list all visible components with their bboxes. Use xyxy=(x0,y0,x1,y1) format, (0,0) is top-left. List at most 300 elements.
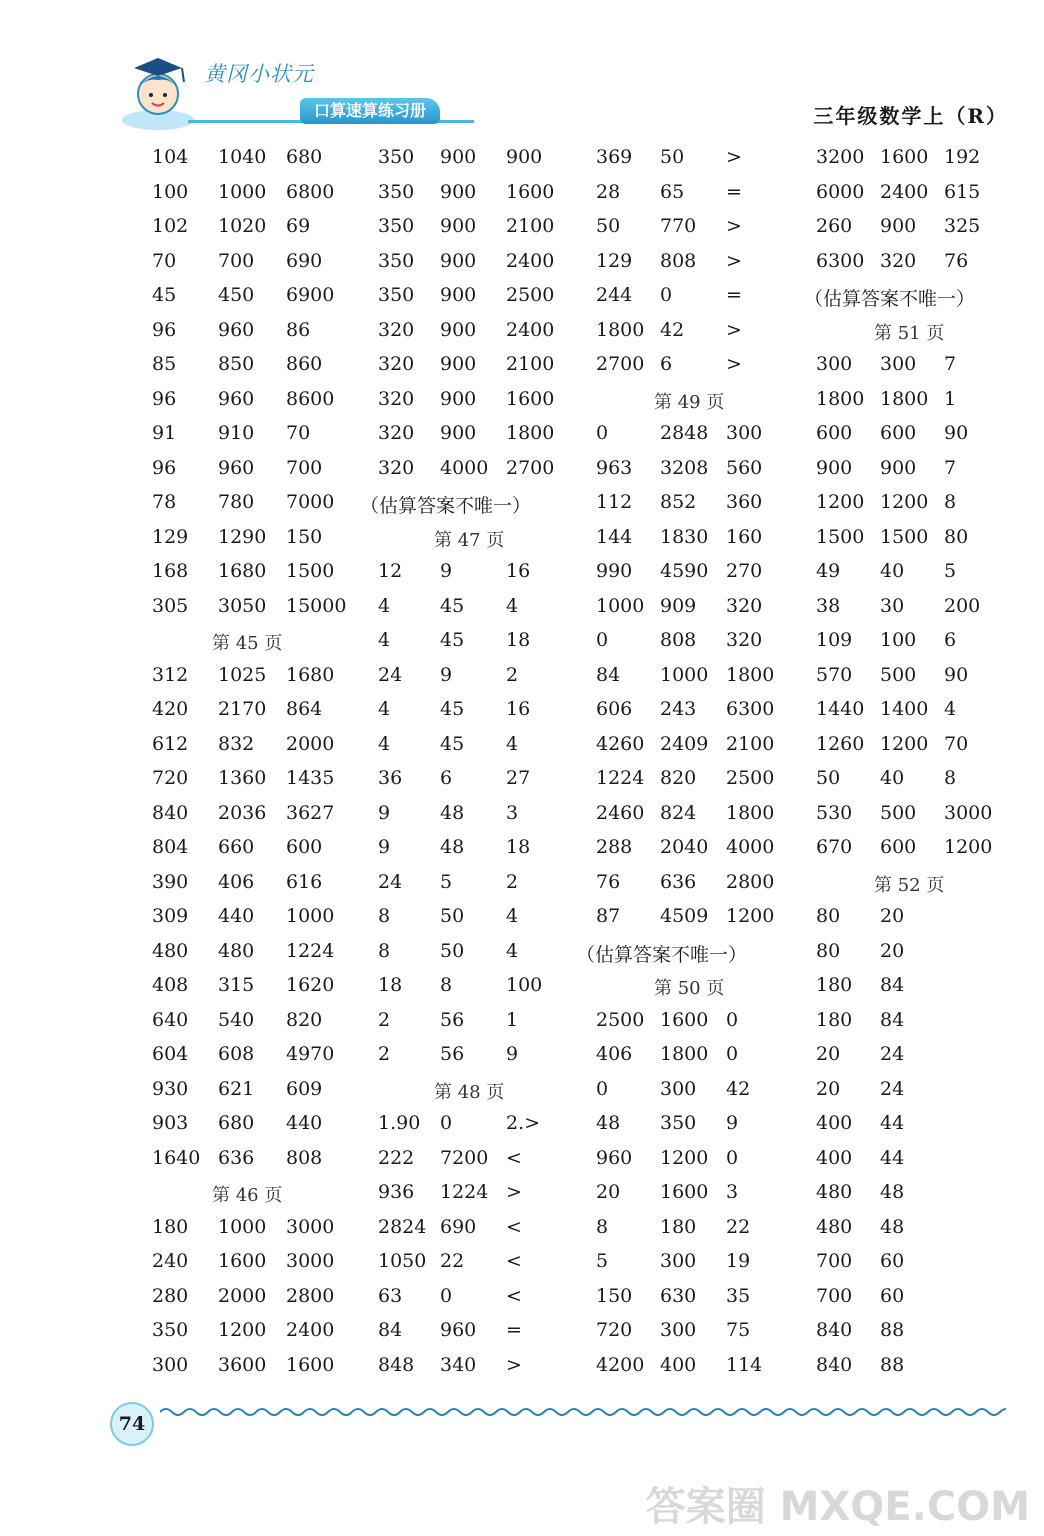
answer-row xyxy=(378,968,578,1002)
answer-cell: 309 xyxy=(152,905,189,927)
answer-cell: 320 xyxy=(378,353,415,375)
answer-cell: 480 xyxy=(816,1215,853,1238)
answer-row xyxy=(378,1037,578,1071)
answer-row xyxy=(378,623,578,657)
answer-cell: 960 xyxy=(218,387,255,410)
answer-row xyxy=(596,727,796,761)
answer-cell: 20 xyxy=(816,1077,841,1100)
answer-cell: 1 xyxy=(944,387,957,410)
answer-cell: 168 xyxy=(152,560,189,582)
answer-cell: 1500 xyxy=(286,560,335,582)
answer-cell: 48 xyxy=(880,1215,905,1238)
answer-cell: 850 xyxy=(218,353,255,375)
answer-cell: 2800 xyxy=(726,870,775,893)
answer-cell: 50 xyxy=(660,146,685,168)
answer-cell: 7 xyxy=(944,456,957,479)
answer-cell: 600 xyxy=(816,422,853,444)
answer-cell: 900 xyxy=(440,215,477,237)
answer-row xyxy=(816,554,1016,588)
answer-row xyxy=(378,347,578,381)
answer-cell: 350 xyxy=(378,284,415,306)
answer-row xyxy=(152,1106,352,1140)
answer-cell: 400 xyxy=(660,1353,697,1376)
answer-cell: 129 xyxy=(596,249,633,272)
answer-cell: 1290 xyxy=(218,525,267,548)
answer-cell: 40 xyxy=(880,767,905,789)
answer-row xyxy=(378,313,578,347)
answer-row xyxy=(596,416,796,450)
answer-row xyxy=(152,761,352,795)
answer-cell: 20 xyxy=(596,1181,621,1203)
answer-cell: 1435 xyxy=(286,767,335,789)
answer-cell: 70 xyxy=(152,249,177,272)
answer-cell: 1 xyxy=(506,1008,519,1031)
answer-cell: > xyxy=(726,249,742,272)
answer-cell: 84 xyxy=(880,974,905,996)
answer-cell: 200 xyxy=(944,594,981,617)
answer-cell: 480 xyxy=(816,1181,853,1203)
answer-cell: 45 xyxy=(152,284,177,306)
answer-row xyxy=(596,623,796,657)
answer-cell: 900 xyxy=(440,249,477,272)
answer-cell: 1440 xyxy=(816,698,865,720)
answer-cell: 50 xyxy=(440,905,465,927)
answer-cell: 606 xyxy=(596,698,633,720)
answer-cell: 900 xyxy=(440,146,477,168)
answer-cell: 1800 xyxy=(596,318,645,341)
answer-cell: 1600 xyxy=(506,387,555,410)
answer-cell: 30 xyxy=(880,594,905,617)
answer-cell: 480 xyxy=(152,939,189,962)
answer-cell: 320 xyxy=(378,318,415,341)
answer-row xyxy=(596,520,796,554)
answer-cell: 1500 xyxy=(880,525,929,548)
answer-cell: 660 xyxy=(218,836,255,858)
answer-cell: 840 xyxy=(816,1353,853,1376)
answer-cell: 80 xyxy=(816,905,841,927)
answer-cell: 20 xyxy=(816,1043,841,1065)
answer-row xyxy=(816,1003,1016,1037)
answer-cell: 75 xyxy=(726,1319,751,1341)
answer-cell: 1000 xyxy=(218,180,267,203)
answer-cell: 50 xyxy=(596,215,621,237)
answer-cell: 1800 xyxy=(726,801,775,824)
estimate-note: （估算答案不唯一） xyxy=(804,288,976,310)
answer-cell: 38 xyxy=(816,594,841,617)
answer-cell: 88 xyxy=(880,1353,905,1376)
answer-cell: < xyxy=(506,1215,522,1238)
answer-cell: 312 xyxy=(152,663,189,686)
answer-cell: 40 xyxy=(880,560,905,582)
answer-cell: 990 xyxy=(596,560,633,582)
answer-cell: 7000 xyxy=(286,491,335,513)
answer-cell: 6300 xyxy=(726,698,775,720)
answer-cell: 9 xyxy=(378,801,391,824)
answer-row xyxy=(816,175,1016,209)
answer-cell: 0 xyxy=(596,1077,609,1100)
answer-cell: 1360 xyxy=(218,767,267,789)
answer-cell: 0 xyxy=(440,1112,453,1134)
answer-cell: 320 xyxy=(378,387,415,410)
answer-row xyxy=(816,1348,1016,1382)
answer-cell: 96 xyxy=(152,387,177,410)
answer-cell: 114 xyxy=(726,1353,763,1376)
answer-cell: 300 xyxy=(152,1353,189,1376)
answer-cell: 500 xyxy=(880,801,917,824)
answer-cell: 864 xyxy=(286,698,323,720)
book-title: 口算速算练习册 xyxy=(300,98,440,124)
answer-cell: 300 xyxy=(660,1319,697,1341)
answer-cell: 22 xyxy=(440,1250,465,1272)
answer-row xyxy=(596,1244,796,1278)
answer-row xyxy=(378,830,578,864)
answer-cell: 5 xyxy=(944,560,957,582)
answer-cell: 60 xyxy=(880,1284,905,1307)
answer-cell: 963 xyxy=(596,456,633,479)
page-number: 74 xyxy=(110,1402,154,1446)
answer-row xyxy=(816,761,1016,795)
answer-cell: 45 xyxy=(440,594,465,617)
answer-cell: 88 xyxy=(880,1319,905,1341)
answer-row xyxy=(596,1175,796,1209)
answer-cell: 4509 xyxy=(660,905,709,927)
answer-cell: 900 xyxy=(440,353,477,375)
answer-cell: 1224 xyxy=(440,1181,489,1203)
answer-cell: 1800 xyxy=(660,1043,709,1065)
answer-cell: 2400 xyxy=(506,249,555,272)
answer-cell: 1800 xyxy=(880,387,929,410)
answer-cell: 78 xyxy=(152,491,177,513)
watermark: 答案圈 MXQE.COM xyxy=(645,1484,1030,1530)
answer-cell: 320 xyxy=(378,422,415,444)
answer-row xyxy=(152,1141,352,1175)
answer-cell: 2400 xyxy=(506,318,555,341)
answer-cell: 1620 xyxy=(286,974,335,996)
answer-row xyxy=(596,451,796,485)
answer-cell: 300 xyxy=(660,1250,697,1272)
answer-cell: 1600 xyxy=(286,1353,335,1376)
answer-row xyxy=(378,1003,578,1037)
answer-cell: 804 xyxy=(152,836,189,858)
answer-cell: 1800 xyxy=(506,422,555,444)
answer-cell: 2000 xyxy=(218,1284,267,1307)
answer-cell: 24 xyxy=(378,663,403,686)
answer-cell: 690 xyxy=(440,1215,477,1238)
answer-cell: 6800 xyxy=(286,180,335,203)
answer-cell: 560 xyxy=(726,456,763,479)
answer-cell: 16 xyxy=(506,560,531,582)
answer-cell: 350 xyxy=(660,1112,697,1134)
answer-cell: 832 xyxy=(218,732,255,755)
answer-cell: 76 xyxy=(944,249,969,272)
answer-row xyxy=(816,520,1016,554)
answer-cell: 2409 xyxy=(660,732,709,755)
mascot-boy-icon xyxy=(118,50,198,132)
answer-row xyxy=(816,1313,1016,1347)
answer-cell: 840 xyxy=(152,801,189,824)
answer-cell: 85 xyxy=(152,353,177,375)
section-page-label: 第 46 页 xyxy=(212,1185,283,1206)
answer-row xyxy=(378,244,578,278)
answer-row xyxy=(596,1313,796,1347)
answer-cell: 450 xyxy=(218,284,255,306)
answer-row xyxy=(596,485,796,519)
answer-cell: = xyxy=(726,284,742,306)
answer-cell: 400 xyxy=(816,1146,853,1169)
answer-row xyxy=(378,416,578,450)
answer-cell: 1260 xyxy=(816,732,865,755)
answer-row xyxy=(152,589,352,623)
answer-cell: < xyxy=(506,1284,522,1307)
answer-cell: 350 xyxy=(152,1319,189,1341)
answer-cell: 808 xyxy=(660,249,697,272)
section-page-label: 第 48 页 xyxy=(434,1081,505,1103)
answer-row xyxy=(152,658,352,692)
answer-cell: 2036 xyxy=(218,801,267,824)
answer-row xyxy=(378,761,578,795)
answer-cell: 0 xyxy=(726,1146,739,1169)
answer-cell: 4260 xyxy=(596,732,645,755)
answer-cell: 900 xyxy=(816,456,853,479)
answer-cell: 0 xyxy=(440,1284,453,1307)
answer-row xyxy=(596,1141,796,1175)
answer-row xyxy=(152,1348,352,1382)
answer-row xyxy=(596,761,796,795)
answer-cell: 720 xyxy=(596,1319,633,1341)
answer-cell: > xyxy=(726,215,742,237)
answer-cell: 325 xyxy=(944,215,981,237)
answer-cell: 0 xyxy=(660,284,673,306)
answer-cell: 440 xyxy=(286,1112,323,1134)
answer-cell: 3 xyxy=(726,1181,739,1203)
answer-cell: 350 xyxy=(378,249,415,272)
answer-row xyxy=(816,140,1016,174)
answer-cell: 100 xyxy=(152,180,189,203)
answer-cell: 9 xyxy=(726,1112,739,1134)
answer-cell: 4 xyxy=(944,698,957,720)
answer-cell: 6 xyxy=(440,767,453,789)
answer-cell: 1640 xyxy=(152,1146,201,1169)
answer-row xyxy=(596,1072,796,1106)
answer-cell: 1680 xyxy=(218,560,267,582)
answer-cell: 900 xyxy=(880,456,917,479)
answer-cell: 180 xyxy=(816,1008,853,1031)
answer-cell: 7 xyxy=(944,353,957,375)
answer-row xyxy=(152,1072,352,1106)
answer-cell: 48 xyxy=(596,1112,621,1134)
answer-cell: 1224 xyxy=(596,767,645,789)
answer-cell: 530 xyxy=(816,801,853,824)
answer-row xyxy=(152,416,352,450)
answer-cell: 621 xyxy=(218,1077,255,1100)
answer-cell: 440 xyxy=(218,905,255,927)
answer-cell: 903 xyxy=(152,1112,189,1134)
answer-row xyxy=(378,1348,578,1382)
answer-cell: 8 xyxy=(944,767,957,789)
answer-cell: 84 xyxy=(596,663,621,686)
answer-cell: 65 xyxy=(660,180,685,203)
answer-cell: 102 xyxy=(152,215,189,237)
answer-cell: 18 xyxy=(506,836,531,858)
answer-cell: 360 xyxy=(726,491,763,513)
answer-row xyxy=(378,1279,578,1313)
answer-row xyxy=(816,416,1016,450)
answer-cell: 4 xyxy=(506,732,519,755)
answer-cell: 50 xyxy=(816,767,841,789)
answer-cell: 1600 xyxy=(660,1008,709,1031)
estimate-note: （估算答案不唯一） xyxy=(360,495,532,517)
answer-row xyxy=(596,830,796,864)
answer-row xyxy=(816,1072,1016,1106)
answer-row xyxy=(152,727,352,761)
answer-cell: 300 xyxy=(880,353,917,375)
answer-row xyxy=(596,1279,796,1313)
answer-cell: 96 xyxy=(152,318,177,341)
answer-cell: 1025 xyxy=(218,663,267,686)
answer-cell: 70 xyxy=(944,732,969,755)
answer-cell: 2700 xyxy=(596,353,645,375)
answer-cell: 840 xyxy=(816,1319,853,1341)
answer-row xyxy=(596,899,796,933)
answer-row xyxy=(596,313,796,347)
answer-cell: 1500 xyxy=(816,525,865,548)
answer-cell: 90 xyxy=(944,422,969,444)
answer-cell: 150 xyxy=(286,525,323,548)
answer-row xyxy=(596,1003,796,1037)
answer-cell: 640 xyxy=(152,1008,189,1031)
answer-cell: 4000 xyxy=(440,456,489,479)
answer-cell: 0 xyxy=(596,629,609,651)
answer-cell: 49 xyxy=(816,560,841,582)
answer-cell: 700 xyxy=(286,456,323,479)
answer-cell: 1000 xyxy=(596,594,645,617)
answer-row xyxy=(596,175,796,209)
answer-cell: 2040 xyxy=(660,836,709,858)
answer-cell: 129 xyxy=(152,525,189,548)
answer-cell: 2.> xyxy=(506,1112,541,1134)
answer-cell: 9 xyxy=(440,663,453,686)
answer-cell: 2500 xyxy=(596,1008,645,1031)
answer-cell: 2500 xyxy=(726,767,775,789)
answer-cell: 636 xyxy=(660,870,697,893)
answer-row xyxy=(378,1106,578,1140)
answer-cell: 406 xyxy=(218,870,255,893)
answer-cell: 2 xyxy=(378,1043,391,1065)
answer-cell: 4200 xyxy=(596,1353,645,1376)
answer-cell: 1400 xyxy=(880,698,929,720)
answer-row xyxy=(816,1106,1016,1140)
answer-cell: 44 xyxy=(880,1146,905,1169)
answer-cell: 900 xyxy=(506,146,543,168)
answer-cell: 8 xyxy=(440,974,453,996)
answer-cell: 112 xyxy=(596,491,633,513)
answer-cell: 808 xyxy=(660,629,697,651)
answer-cell: 1600 xyxy=(506,180,555,203)
answer-cell: 4 xyxy=(506,594,519,617)
answer-cell: 1224 xyxy=(286,939,335,962)
answer-cell: 1830 xyxy=(660,525,709,548)
answer-cell: 80 xyxy=(816,939,841,962)
answer-cell: 900 xyxy=(440,422,477,444)
answer-row xyxy=(152,244,352,278)
answer-cell: 1200 xyxy=(880,491,929,513)
answer-row xyxy=(378,1175,578,1209)
answer-cell: 960 xyxy=(218,318,255,341)
answer-cell: 9 xyxy=(378,836,391,858)
answer-cell: 9 xyxy=(440,560,453,582)
answer-row xyxy=(816,692,1016,726)
answer-cell: > xyxy=(726,146,742,168)
answer-cell: 2100 xyxy=(726,732,775,755)
answer-row xyxy=(816,589,1016,623)
estimate-note: （估算答案不唯一） xyxy=(576,943,748,966)
answer-cell: 35 xyxy=(726,1284,751,1307)
answer-row xyxy=(152,1244,352,1278)
answer-row xyxy=(378,1141,578,1175)
answer-row xyxy=(596,692,796,726)
answer-row xyxy=(596,865,796,899)
answer-cell: 12 xyxy=(378,560,403,582)
answer-cell: 8 xyxy=(944,491,957,513)
answer-row xyxy=(816,727,1016,761)
answer-cell: 60 xyxy=(880,1250,905,1272)
grade-label: 三年级数学上（R） xyxy=(813,104,1008,128)
answer-cell: 4000 xyxy=(726,836,775,858)
answer-cell: 350 xyxy=(378,146,415,168)
answer-cell: 860 xyxy=(286,353,323,375)
answer-cell: 900 xyxy=(440,180,477,203)
answer-cell: 1600 xyxy=(660,1181,709,1203)
answer-row xyxy=(152,899,352,933)
answer-cell: 6 xyxy=(944,629,957,651)
answer-row xyxy=(378,1313,578,1347)
answer-cell: 780 xyxy=(218,491,255,513)
section-page-label: 第 52 页 xyxy=(874,874,945,896)
answer-cell: 50 xyxy=(440,939,465,962)
answer-cell: 808 xyxy=(286,1146,323,1169)
answer-cell: 160 xyxy=(726,525,763,548)
answer-cell: 3600 xyxy=(218,1353,267,1376)
answer-cell: 1050 xyxy=(378,1250,427,1272)
answer-cell: 1200 xyxy=(660,1146,709,1169)
answer-cell: 1600 xyxy=(218,1250,267,1272)
answer-cell: 5 xyxy=(596,1250,609,1272)
answer-cell: 960 xyxy=(596,1146,633,1169)
answer-cell: < xyxy=(506,1250,522,1272)
answer-cell: 8 xyxy=(596,1215,609,1238)
answer-cell: 42 xyxy=(726,1077,751,1100)
answer-cell: 3050 xyxy=(218,594,267,617)
section-page-label: 第 47 页 xyxy=(434,529,505,551)
answer-cell: 16 xyxy=(506,698,531,720)
answer-cell: 609 xyxy=(286,1077,323,1100)
answer-cell: 56 xyxy=(440,1008,465,1031)
answer-cell: 600 xyxy=(880,836,917,858)
answer-cell: 300 xyxy=(816,353,853,375)
answer-row xyxy=(152,968,352,1002)
answer-cell: 1040 xyxy=(218,146,267,168)
answer-row xyxy=(152,934,352,968)
answer-cell: 45 xyxy=(440,698,465,720)
answer-cell: 900 xyxy=(440,387,477,410)
answer-cell: 2000 xyxy=(286,732,335,755)
answer-cell: 670 xyxy=(816,836,853,858)
answer-cell: 936 xyxy=(378,1181,415,1203)
answer-cell: 222 xyxy=(378,1146,415,1169)
answer-cell: 63 xyxy=(378,1284,403,1307)
answer-cell: 848 xyxy=(378,1353,415,1376)
answer-row xyxy=(816,451,1016,485)
